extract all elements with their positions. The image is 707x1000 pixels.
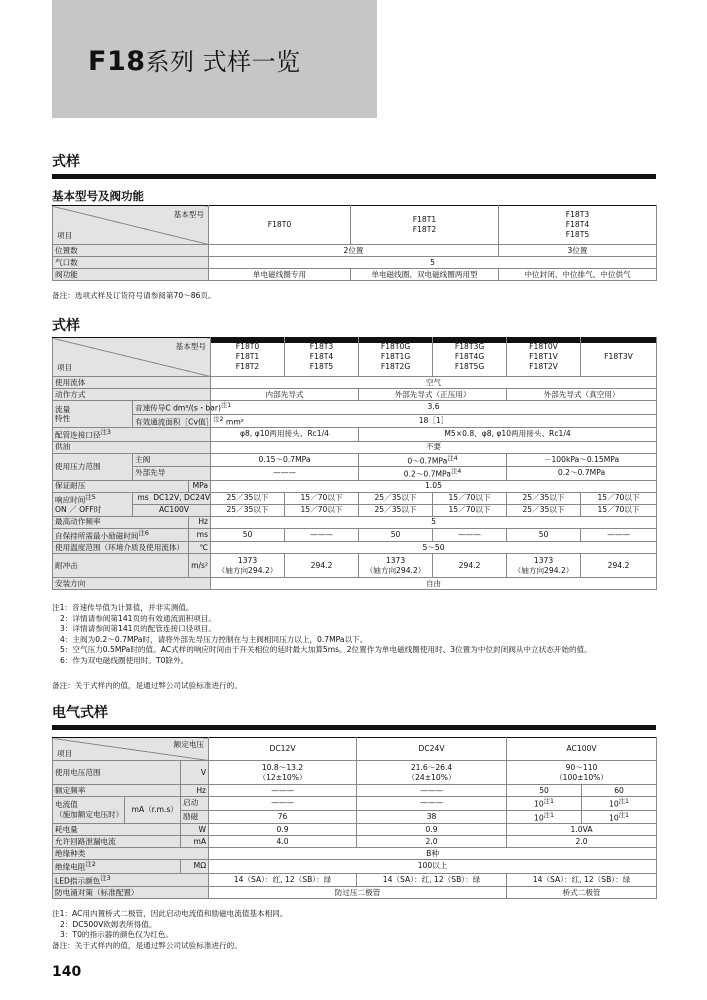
basic-col-t1t2: F18T1 F18T2 (351, 206, 499, 245)
elec-notes: 注1：AC用内置桥式二极管，因此启动电流值和励磁电流值基本相同。 2：DC500V欧姆表所得值。 3：T0的指示器的颜色仅为红色。 备注：关于式样内的值，是通过弊公司试验标准进行的。 (52, 909, 288, 950)
basic-remark: 备注：选项式样及订货符号请参阅第70～86页。 (52, 291, 216, 300)
basic-diag-header: 基本型号 项目 (53, 206, 209, 245)
page-number: 140 (52, 964, 82, 980)
basic-col-t0: F18T0 (209, 206, 351, 245)
spec-diag-header: 基本型号 项目 (53, 338, 211, 377)
section-elec-heading: 电气式样 (52, 702, 656, 730)
subsection-basic-title: 基本型号及阀功能 (52, 189, 144, 203)
basic-model-table: 基本型号 项目 F18T0 F18T1 F18T2 F18T3 F18T4 F18T5 位置数 2位置 3位置 气口数 5 阀功能 单电磁线圈专用 单电磁线圈、双电磁线圈两用型 中位封闭、中位排气、中位供气 (52, 205, 657, 281)
spec-notes: 注1：音速传导值为计算值，并非实测值。 2：详情请参阅第141页的有效通流面积项目。 3：详情请参阅第141页的配管连接口径项目。 4：主阀为0.2～0.7MPa时，请将外部先导压力控制在与主阀相同压力以上，0.7MPa以下。 5：空气压力0.5MPa时的值。AC式样的响应时间由于开关相位的延时最大加算5ms。2位置作为单电磁线圈使用时、3位置为中位封闭阀从中立状态开始的值。 6：作为双电磁线圈使用时。T0除外。 (52, 603, 592, 665)
spec-table: 基本型号 项目 F18T0 F18T1 F18T2 F18T3 F18T4 F18T5 F18T0G F18T1G F18T2G F18T3G F18T4G F18T5G F18T0V F18T1V F18T2V F18T3V 使用流体 空气 动作方式 内部先导式 外部先导式（正压用） 外部先导式（真空用） 流量特性 音速传导C dm³/(s・bar)$^{注1}$ 3.6 有效通流面积［Cv值］$^{注2}$ mm² 18［1］ 配管连接口径$^{注3}$ φ8, φ10两用接头、Rc1/4 M5×0.8、φ8, φ10两用接头、Rc1/4 供油 不要 使用压力范围 主阀 0.15～0.7MPa 0～0.7MPa$^{注4}$ －100kPa～0.15MPa 外部先导 ——— 0.2～0.7MPa$^{注4}$ 0.2～0.7MPa 保证耐压 MPa 1.05 响应时间$^{注5}$ ON ／ OFF时 ms DC12V, DC24V 25／35以下 15／70以下 25／35以下 15／70以下 25／35以下 15／70以下 AC100V 25／35以下 15／70以下 25／35以下 15／70以下 25／35以下 15／70以下 最高动作频率 Hz 5 自保持所需最小励磁时间$^{注6}$ ms 50 ——— 50 ——— 50 ——— 使用温度范围（环境介质及使用流体） ℃ 5～50 耐冲击 m/s² 1373 （轴方向294.2） 294.2 1373 （轴方向294.2） 294.2 1373 （轴方向294.2） 294.2 安装方向 自由 (52, 337, 657, 590)
section-spec2-heading: 式样 (52, 315, 656, 343)
spec-remark: 备注：关于式样内的值，是通过弊公司试验标准进行的。 (52, 681, 242, 690)
section-spec-heading: 式样 (52, 151, 656, 179)
elec-table: 额定电压 项目 DC12V DC24V AC100V 使用电压范围 V 10.8～13.2 （12±10%） 21.6～26.4 （24±10%） 90～110 （100±10%） 额定频率 Hz ——— ——— 50 60 电流值 （施加额定电压时） mA（r.m.s） 启动 ——— ——— 10$^{注1}$ 10$^{注1}$ 励磁 76 38 10$^{注1}$ 10$^{注1}$ 耗电量 W 0.9 0.9 1.0VA 允许回路泄漏电流 mA 4.0 2.0 2.0 绝缘种类 B种 绝缘电阻$^{注2}$ MΩ 100以上 LED指示颜色$^{注3}$ 14（SA）：红, 12（SB）：绿 14（SA）：红, 12（SB）：绿 14（SA）：红, 12（SB）：绿 防电涌对策（标准配置） 防过压二极管 桥式二极管 (52, 737, 657, 899)
page-title: F18系列 式样一览 (88, 46, 301, 77)
elec-diag-header: 额定电压 项目 (53, 738, 209, 761)
basic-col-t3t5: F18T3 F18T4 F18T5 (499, 206, 657, 245)
